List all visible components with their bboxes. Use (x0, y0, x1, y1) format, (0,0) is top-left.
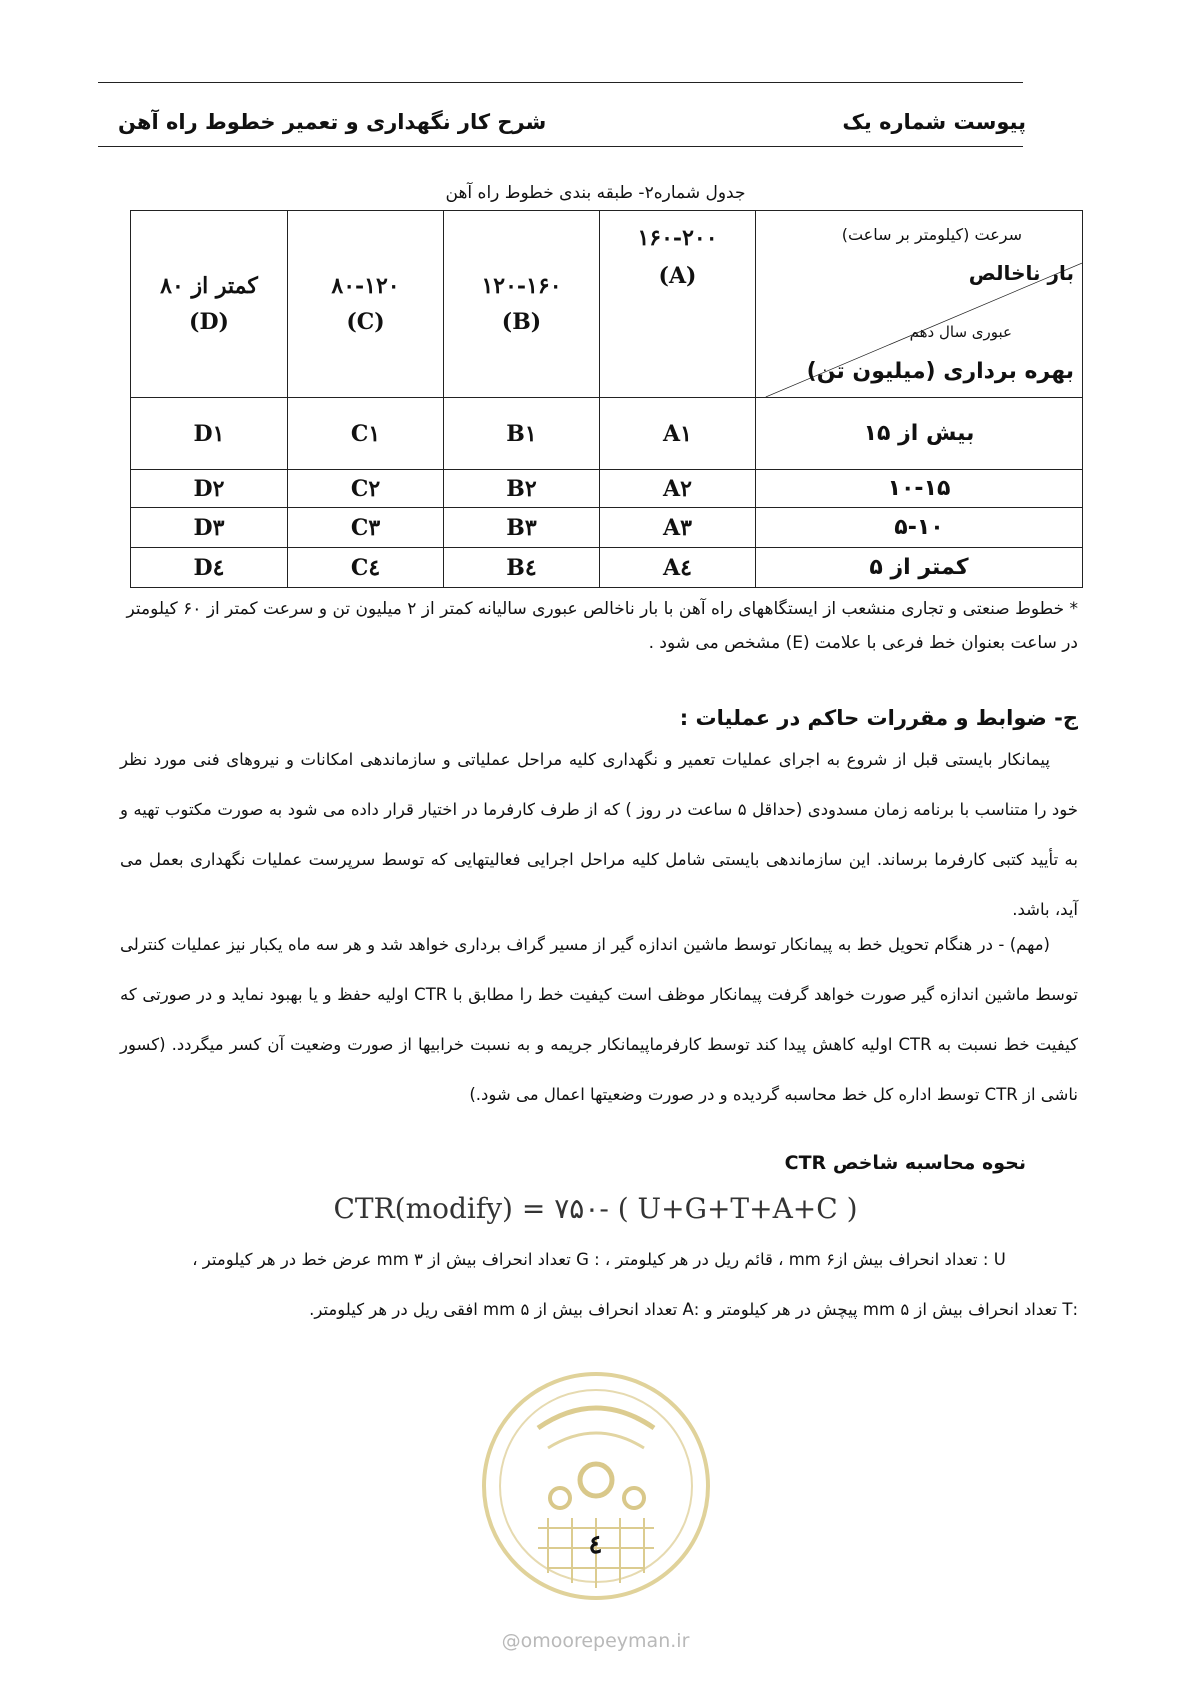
table-row (131, 548, 1083, 588)
column-code: (D) (189, 309, 229, 335)
column-code: (C) (346, 309, 385, 335)
column-range: ۱۶۰-۲۰۰ (637, 225, 718, 251)
ctr-heading: نحوه محاسبه شاخص CTR (784, 1152, 1026, 1174)
table-cell: D۳ (131, 508, 288, 548)
column-range: ۸۰-۱۲۰ (331, 273, 400, 299)
section-heading: ج- ضوابط و مقررات حاکم در عملیات : (679, 706, 1078, 730)
paragraph-ctr-quality (120, 920, 1078, 1120)
table-cell: D٤ (131, 548, 288, 588)
column-header-a (600, 211, 756, 398)
table-header-row (131, 211, 1083, 398)
classification-table (130, 210, 1083, 588)
column-code: (B) (501, 309, 542, 335)
column-header-d (131, 211, 288, 398)
table-footnote: * خطوط صنعتی و تجاری منشعب از ایستگاههای راه آهن با بار ناخالص عبوری سالیانه کمتر از ۲ میلیون تن و سرعت کمتر از ۶۰ کیلومتر در ساعت بعنوان خط فرعی با علامت (E) مشخص می شود . (126, 599, 1078, 653)
column-range: ۱۲۰-۱۶۰ (481, 273, 562, 299)
definition-u-g: U : تعداد انحراف بیش از۶ mm ، قائم ریل در هر کیلومتر ، : G تعداد انحراف بیش از ۳ mm عرض خط در هر کیلومتر ، (192, 1250, 1006, 1269)
operation-label: بهره برداری (میلیون تن) (806, 359, 1074, 384)
ctr-formula: CTR(modify) = ۷۵۰- ( U+G+T+A+C ) (333, 1192, 858, 1225)
load-label: بار ناخالص (968, 261, 1074, 285)
table-cell: A٤ (600, 548, 756, 588)
table-row (131, 508, 1083, 548)
paragraph-planning (120, 735, 1078, 935)
watermark-site: @omoorepeyman.ir (501, 1630, 690, 1652)
table-cell: A۲ (600, 470, 756, 508)
table-cell: C۳ (288, 508, 444, 548)
table-row (131, 398, 1083, 470)
appendix-title: پیوست شماره یک (842, 110, 1026, 134)
corner-cell (756, 211, 1083, 398)
page-number: ٤ (588, 1530, 603, 1560)
table-cell: A۳ (600, 508, 756, 548)
column-header-b (444, 211, 600, 398)
header-top-rule (98, 82, 1023, 83)
paragraph-text: پیمانکار بایستی قبل از شروع به اجرای عملیات تعمیر و نگهداری کلیه مراحل عملیاتی و سازماندهی امکانات و نیروهای فنی مورد نظر خود را متناسب با برنامه زمان مسدودی (حداقل ۵ ساعت در روز ) که از طرف کارفرما در اختیار قرار داده می شود به صورت مکتوب تهیه و به تأیید کتبی کارفرما برساند. این سازماندهی بایستی شامل کلیه مراحل اجرایی فعالیتهایی که توسط سرپرست عملیات نگهداری بعمل می آید، باشد. (120, 750, 1078, 919)
table-cell: B۲ (444, 470, 600, 508)
table-row (131, 470, 1083, 508)
row-label: ۵-۱۰ (756, 508, 1083, 548)
table-cell: B۳ (444, 508, 600, 548)
table-cell: C۱ (288, 398, 444, 470)
table-cell: C۲ (288, 470, 444, 508)
paragraph-text: (مهم) - در هنگام تحویل خط به پیمانکار توسط ماشین اندازه گیر از مسیر گراف برداری خواهد شد و هر سه ماه یکبار نیز عملیات کنترلی توسط ماشین اندازه گیر صورت خواهد گرفت پیمانکار موظف است کیفیت خط را مطابق با CTR اولیه حفظ و یا بهبود نماید و در صورتی که کیفیت خط نسبت به CTR اولیه کاهش پیدا کند توسط کارفرماپیمانکار جریمه و به نسبت خرابیها از صورت وضعیت آن کسر میگردد. (کسور ناشی از CTR توسط اداره کل خط محاسبه گردیده و در صورت وضعیتها اعمال می شود.) (120, 935, 1078, 1104)
table-cell: B۱ (444, 398, 600, 470)
table-cell: D۱ (131, 398, 288, 470)
table-cell: A۱ (600, 398, 756, 470)
column-code: (A) (658, 263, 697, 289)
document-title: شرح کار نگهداری و تعمیر خطوط راه آهن (118, 110, 547, 134)
column-range: کمتر از ۸۰ (160, 273, 258, 299)
table-cell: D۲ (131, 470, 288, 508)
transit-label: عبوری سال دهم (909, 323, 1012, 341)
seal-watermark-icon (478, 1368, 714, 1604)
table-cell: B٤ (444, 548, 600, 588)
speed-label: سرعت (کیلومتر بر ساعت) (841, 225, 1022, 244)
row-label: بیش از ۱۵ (756, 398, 1083, 470)
definition-t-a: :T تعداد انحراف بیش از ۵ mm پیچش در هر کیلومتر و :A تعداد انحراف بیش از ۵ mm افقی ریل در هر کیلومتر. (309, 1300, 1078, 1319)
table-caption: جدول شماره۲- طبقه بندی خطوط راه آهن (445, 183, 746, 203)
row-label: کمتر از ۵ (756, 548, 1083, 588)
row-label: ۱۰-۱۵ (756, 470, 1083, 508)
header-bottom-rule (98, 146, 1023, 147)
table-cell: C٤ (288, 548, 444, 588)
column-header-c (288, 211, 444, 398)
